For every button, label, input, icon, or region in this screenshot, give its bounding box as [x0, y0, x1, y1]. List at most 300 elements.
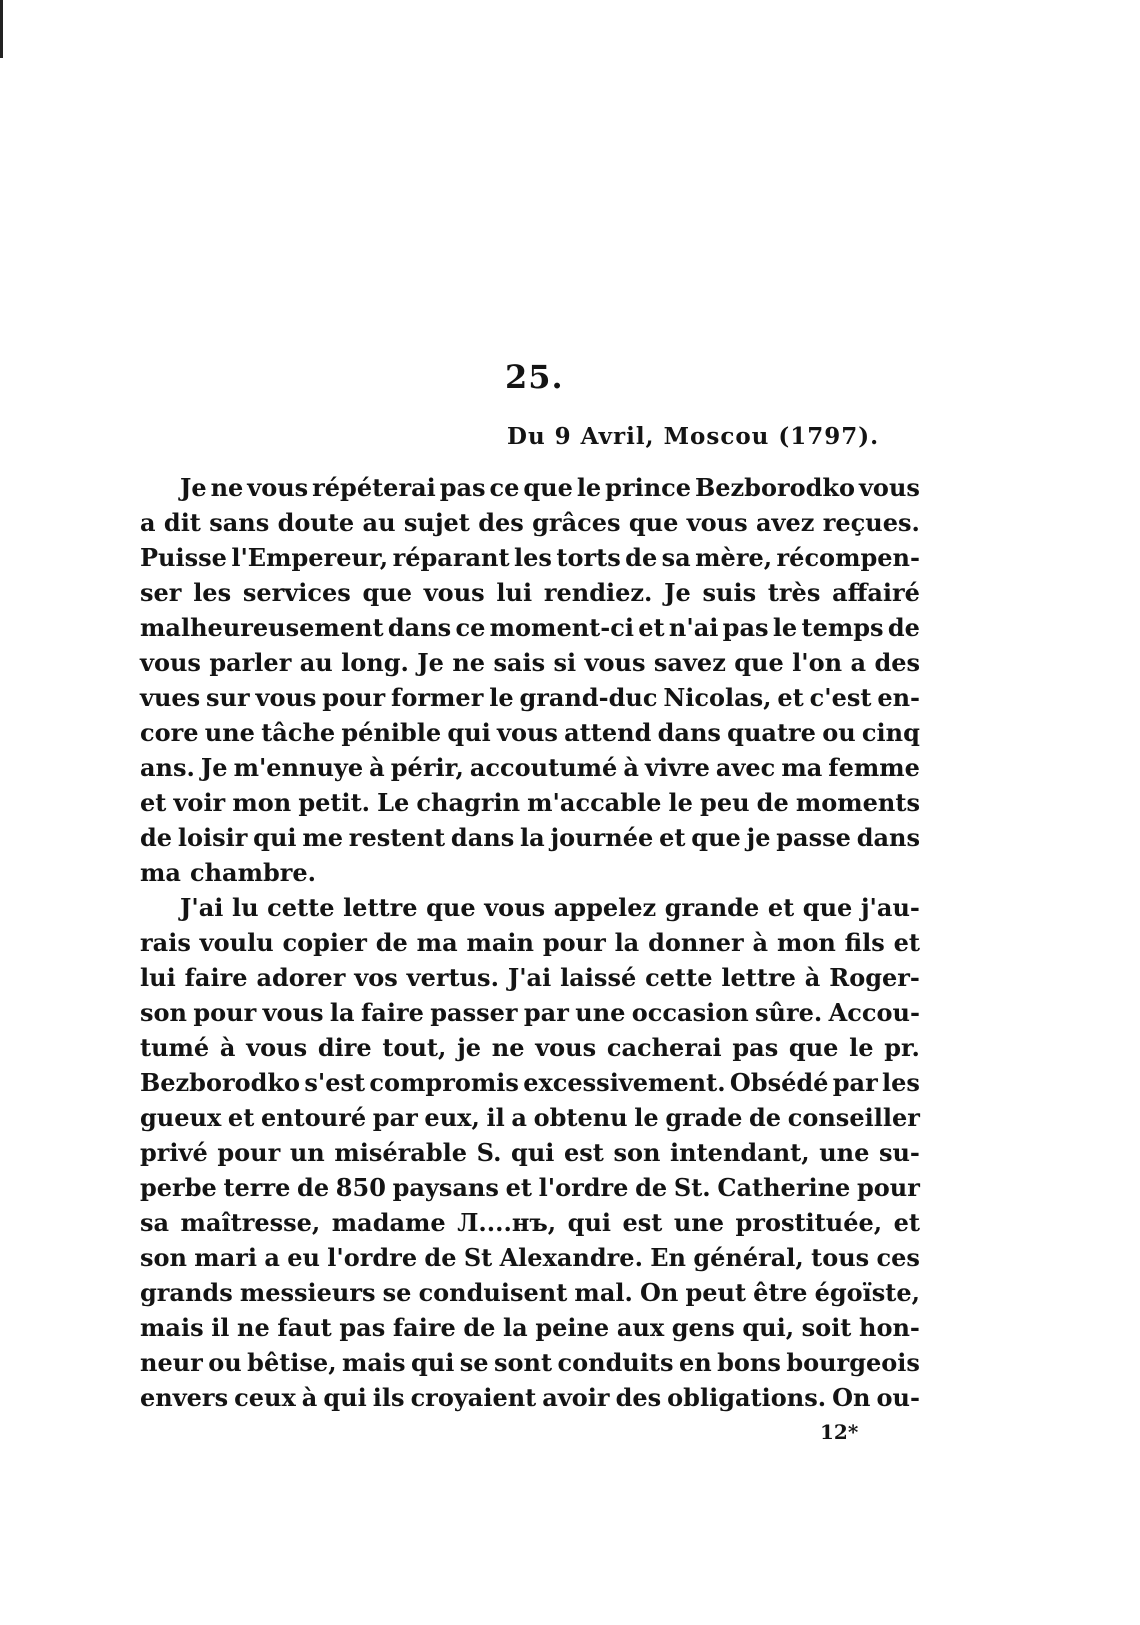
word: m'ennuye — [233, 753, 364, 782]
word: et — [659, 823, 686, 852]
word: de — [749, 1103, 782, 1132]
word: que — [362, 578, 412, 607]
word: tâche — [261, 718, 336, 747]
word: doute — [277, 508, 355, 537]
word: et — [140, 788, 167, 817]
word: à — [623, 753, 639, 782]
word: services — [242, 578, 351, 607]
text-line — [140, 610, 920, 645]
word: maîtresse, — [180, 1208, 321, 1237]
word: tous — [811, 1243, 870, 1272]
word: vous — [247, 473, 309, 502]
word: prince — [605, 473, 692, 502]
word: parler — [209, 648, 292, 677]
word: l'ordre — [327, 1243, 418, 1272]
word: passer — [430, 998, 518, 1027]
word: si — [553, 648, 577, 677]
word: n'ai — [668, 613, 719, 642]
word: sais — [493, 648, 546, 677]
word: 850 — [335, 1173, 386, 1202]
word: pr. — [884, 1033, 920, 1062]
word: je — [746, 823, 771, 852]
word: chambre. — [189, 858, 317, 887]
word: core — [140, 718, 199, 747]
word: les — [193, 578, 232, 607]
word: les — [882, 1068, 920, 1097]
word: mère, — [695, 543, 773, 572]
word: occasion — [631, 998, 749, 1027]
word: ne — [210, 473, 244, 502]
word: des — [478, 508, 524, 537]
word: qui — [323, 1383, 367, 1412]
word: par — [372, 1103, 418, 1132]
word: moment-ci — [489, 613, 634, 642]
word: laissé — [560, 963, 637, 992]
text-line — [140, 1100, 920, 1135]
word: J'ai — [507, 963, 552, 992]
word: Catherine — [717, 1173, 851, 1202]
word: le — [849, 1033, 874, 1062]
word: prostituée, — [735, 1208, 883, 1237]
letter-body — [140, 470, 920, 1415]
word: Nicolas, — [663, 683, 772, 712]
word: de — [756, 788, 789, 817]
word: tumé — [140, 1033, 210, 1062]
word: et — [893, 1208, 920, 1237]
word: grand-duc — [519, 683, 658, 712]
word: privé — [140, 1138, 208, 1167]
word: qui — [253, 823, 297, 852]
word: cinq — [861, 718, 920, 747]
word: de — [424, 1243, 457, 1272]
word: ou — [208, 1348, 242, 1377]
word: neur — [140, 1348, 203, 1377]
word: main — [466, 928, 534, 957]
word: des — [615, 1383, 662, 1412]
word: vous — [535, 1033, 597, 1062]
word: voir — [173, 788, 226, 817]
text-line — [140, 575, 920, 610]
word: qui, — [742, 1313, 795, 1342]
text-line — [140, 1310, 920, 1345]
word: ma — [781, 753, 823, 782]
word: excessivement. — [523, 1068, 726, 1097]
word: m'accable — [527, 788, 662, 817]
word: j'au- — [860, 893, 920, 922]
word: très — [767, 578, 821, 607]
word: qui — [511, 1138, 555, 1167]
word: ce — [489, 473, 520, 502]
word: avec — [715, 753, 776, 782]
word: lu — [231, 893, 259, 922]
word: le — [668, 788, 693, 817]
word: pour — [322, 683, 386, 712]
word: quatre — [727, 718, 816, 747]
word: une — [819, 1138, 870, 1167]
text-line — [140, 715, 920, 750]
word: ils — [372, 1383, 405, 1412]
word: pas — [722, 613, 769, 642]
word: ne — [452, 648, 486, 677]
word: les — [514, 543, 552, 572]
word: Roger- — [829, 963, 920, 992]
word: gueux — [140, 1103, 222, 1132]
word: mais — [341, 1348, 406, 1377]
word: mais — [140, 1313, 204, 1342]
word: en — [678, 1348, 712, 1377]
word: donner — [648, 928, 744, 957]
word: faire — [392, 1313, 456, 1342]
word: dans — [657, 718, 721, 747]
word: peu — [700, 788, 750, 817]
word: St. — [673, 1173, 711, 1202]
word: dire — [317, 1033, 372, 1062]
word: par — [523, 998, 569, 1027]
word: loisir — [177, 823, 248, 852]
word: pour — [193, 998, 257, 1027]
word: me — [302, 823, 343, 852]
word: et — [777, 683, 804, 712]
word: chagrin — [416, 788, 521, 817]
word: bêtise, — [247, 1348, 337, 1377]
word: à — [752, 928, 769, 957]
word: copier — [282, 928, 367, 957]
word: général, — [693, 1243, 804, 1272]
word: sujet — [403, 508, 470, 537]
word: des — [874, 648, 920, 677]
word: vous — [858, 473, 920, 502]
word: mon — [776, 928, 836, 957]
word: savez — [653, 648, 726, 677]
word: pénible — [341, 718, 442, 747]
word: vous — [255, 683, 317, 712]
word: hon- — [859, 1313, 920, 1342]
word: dit — [163, 508, 201, 537]
word: le — [634, 1103, 659, 1132]
text-line — [140, 1275, 920, 1310]
text-line — [140, 925, 920, 960]
word: vous — [584, 648, 646, 677]
word: et — [893, 928, 920, 957]
word: grâces — [532, 508, 621, 537]
word: la — [329, 998, 355, 1027]
word: compromis — [369, 1068, 519, 1097]
word: l'Empereur, — [231, 543, 389, 572]
word: ou- — [876, 1383, 920, 1412]
word: reçues. — [822, 508, 920, 537]
word: ne — [491, 1033, 525, 1062]
word: a — [850, 648, 867, 677]
word: adorer — [256, 963, 346, 992]
word: la — [520, 823, 545, 852]
letter-number: 25. — [505, 358, 564, 396]
word: ma — [140, 858, 181, 887]
word: faut — [277, 1313, 332, 1342]
word: son — [140, 1243, 187, 1272]
word: à — [301, 1383, 318, 1412]
word: la — [503, 1313, 528, 1342]
text-line — [140, 645, 920, 680]
word: accoutumé — [469, 753, 618, 782]
word: affairé — [832, 578, 920, 607]
word: vos — [354, 963, 398, 992]
word: dans — [856, 823, 920, 852]
text-line — [140, 890, 920, 925]
word: vous — [246, 1033, 308, 1062]
word: S. — [476, 1138, 502, 1167]
text-line — [140, 1205, 920, 1240]
text-line — [140, 820, 920, 855]
word: lui — [496, 578, 533, 607]
word: rendiez. — [543, 578, 653, 607]
word: ceux — [234, 1383, 296, 1412]
word: grande — [664, 893, 760, 922]
word: passe — [776, 823, 851, 852]
word: à — [804, 963, 821, 992]
word: Bezborodko — [140, 1068, 301, 1097]
text-line — [140, 750, 920, 785]
word: faire — [184, 963, 248, 992]
word: envers — [140, 1383, 229, 1412]
word: il — [486, 1103, 505, 1132]
text-line — [140, 1345, 920, 1380]
word: cette — [645, 963, 713, 992]
word: bons — [717, 1348, 781, 1377]
word: vous — [423, 578, 485, 607]
word: que — [734, 648, 784, 677]
word: soit — [801, 1313, 852, 1342]
word: récompen- — [776, 543, 920, 572]
word: sont — [494, 1348, 553, 1377]
text-line — [140, 855, 920, 890]
word: c'est — [809, 683, 872, 712]
word: sa — [140, 1208, 170, 1237]
word: madame — [331, 1208, 446, 1237]
word: petit. — [298, 788, 371, 817]
word: femme — [828, 753, 920, 782]
word: dans — [450, 823, 515, 852]
word: réparant — [392, 543, 510, 572]
signature-mark: 12* — [820, 1420, 859, 1444]
word: que — [426, 893, 476, 922]
text-line — [140, 470, 920, 505]
word: Le — [377, 788, 410, 817]
word: ser — [140, 578, 182, 607]
word: su- — [878, 1138, 920, 1167]
word: au — [299, 648, 333, 677]
word: eu — [287, 1243, 320, 1272]
word: son — [140, 998, 187, 1027]
word: se — [382, 1278, 412, 1307]
word: malheureusement — [140, 613, 384, 642]
word: Accou- — [828, 998, 920, 1027]
word: a — [140, 508, 156, 537]
word: le — [576, 473, 602, 502]
word: aux — [616, 1313, 665, 1342]
text-line — [140, 1135, 920, 1170]
word: entouré — [260, 1103, 367, 1132]
word: pas — [732, 1033, 779, 1062]
word: et — [638, 613, 665, 642]
word: vous — [497, 718, 558, 747]
word: conduits — [557, 1348, 674, 1377]
word: intendant, — [670, 1138, 810, 1167]
word: lettre — [721, 963, 796, 992]
word: ma — [416, 928, 458, 957]
text-line — [140, 1170, 920, 1205]
word: être — [753, 1278, 808, 1307]
word: une — [575, 998, 626, 1027]
word: ou — [822, 718, 856, 747]
word: l'ordre — [538, 1173, 629, 1202]
text-line — [140, 1065, 920, 1100]
word: de — [297, 1173, 330, 1202]
word: et — [767, 893, 795, 922]
word: lettre — [343, 893, 418, 922]
word: gens — [671, 1313, 735, 1342]
word: la — [614, 928, 640, 957]
word: restent — [348, 823, 446, 852]
word: ce — [455, 613, 486, 642]
word: messieurs — [239, 1278, 376, 1307]
word: répéterai — [312, 473, 436, 502]
word: peut — [685, 1278, 747, 1307]
word: sans — [209, 508, 270, 537]
word: suis — [702, 578, 757, 607]
word: journée — [550, 823, 654, 852]
word: égoïste, — [814, 1278, 920, 1307]
word: mal. — [574, 1278, 633, 1307]
word: vous — [140, 648, 201, 677]
word: temps — [801, 613, 884, 642]
word: de — [625, 543, 658, 572]
word: une — [673, 1208, 725, 1237]
word: Alexandre. — [499, 1243, 643, 1272]
word: vous — [484, 893, 546, 922]
word: Je — [664, 578, 691, 607]
word: Л....нъ, — [457, 1208, 557, 1237]
letter-dateline: Du 9 Avril, Moscou (1797). — [507, 423, 880, 450]
word: pour — [542, 928, 606, 957]
word: vues — [140, 683, 201, 712]
word: qui — [447, 718, 491, 747]
word: mon — [232, 788, 292, 817]
word: ne — [237, 1313, 270, 1342]
word: terre — [223, 1173, 291, 1202]
word: On — [639, 1278, 679, 1307]
word: rais — [140, 928, 191, 957]
text-line — [140, 1380, 920, 1415]
word: au — [362, 508, 396, 537]
word: de — [887, 613, 920, 642]
word: En — [650, 1243, 687, 1272]
word: sur — [206, 683, 250, 712]
word: l'on — [792, 648, 843, 677]
word: de — [635, 1173, 668, 1202]
word: cacherai — [606, 1033, 722, 1062]
word: pas — [439, 473, 486, 502]
word: eux, — [424, 1103, 480, 1132]
word: fils — [844, 928, 885, 957]
word: que — [802, 893, 853, 922]
word: grade — [665, 1103, 743, 1132]
word: torts — [556, 543, 621, 572]
word: vous — [262, 998, 324, 1027]
word: pour — [856, 1173, 920, 1202]
word: et — [227, 1103, 255, 1132]
word: a — [264, 1243, 280, 1272]
word: que — [788, 1033, 839, 1062]
word: de — [375, 928, 408, 957]
word: bourgeois — [786, 1348, 920, 1377]
text-line — [140, 680, 920, 715]
word: que — [523, 473, 573, 502]
word: obtenu — [533, 1103, 628, 1132]
word: à — [369, 753, 385, 782]
word: que — [628, 508, 679, 537]
word: le — [772, 613, 798, 642]
word: sa — [661, 543, 691, 572]
word: vous — [686, 508, 748, 537]
word: obligations. — [667, 1383, 827, 1412]
word: une — [204, 718, 255, 747]
word: a — [511, 1103, 527, 1132]
word: de — [463, 1313, 496, 1342]
word: pas — [339, 1313, 386, 1342]
word: peine — [535, 1313, 610, 1342]
word: ans. — [140, 753, 195, 782]
word: vertus. — [406, 963, 499, 992]
word: un — [289, 1138, 325, 1167]
text-line — [140, 1240, 920, 1275]
word: croyaient — [410, 1383, 537, 1412]
word: faire — [360, 998, 424, 1027]
word: son — [613, 1138, 661, 1167]
word: vivre — [644, 753, 710, 782]
word: Je — [180, 473, 207, 502]
word: Obsédé — [729, 1068, 829, 1097]
word: former — [391, 683, 484, 712]
word: misérable — [334, 1138, 467, 1167]
word: St — [463, 1243, 493, 1272]
text-line — [140, 540, 920, 575]
word: perbe — [140, 1173, 217, 1202]
word: Je — [417, 648, 444, 677]
word: par — [832, 1068, 878, 1097]
word: cette — [267, 893, 335, 922]
word: conseiller — [787, 1103, 920, 1132]
word: périr, — [390, 753, 464, 782]
word: J'ai — [180, 893, 224, 922]
text-line — [140, 995, 920, 1030]
word: à — [219, 1033, 236, 1062]
word: qui — [411, 1348, 455, 1377]
word: grands — [140, 1278, 233, 1307]
word: avez — [755, 508, 815, 537]
scan-edge-mark — [0, 0, 3, 58]
word: en- — [877, 683, 920, 712]
text-line — [140, 505, 920, 540]
word: long. — [341, 648, 409, 677]
word: avoir — [542, 1383, 610, 1412]
word: qui — [567, 1208, 612, 1237]
text-line — [140, 960, 920, 995]
word: sûre. — [755, 998, 823, 1027]
word: lui — [140, 963, 176, 992]
word: s'est — [304, 1068, 366, 1097]
word: moments — [795, 788, 920, 817]
word: voulu — [199, 928, 274, 957]
